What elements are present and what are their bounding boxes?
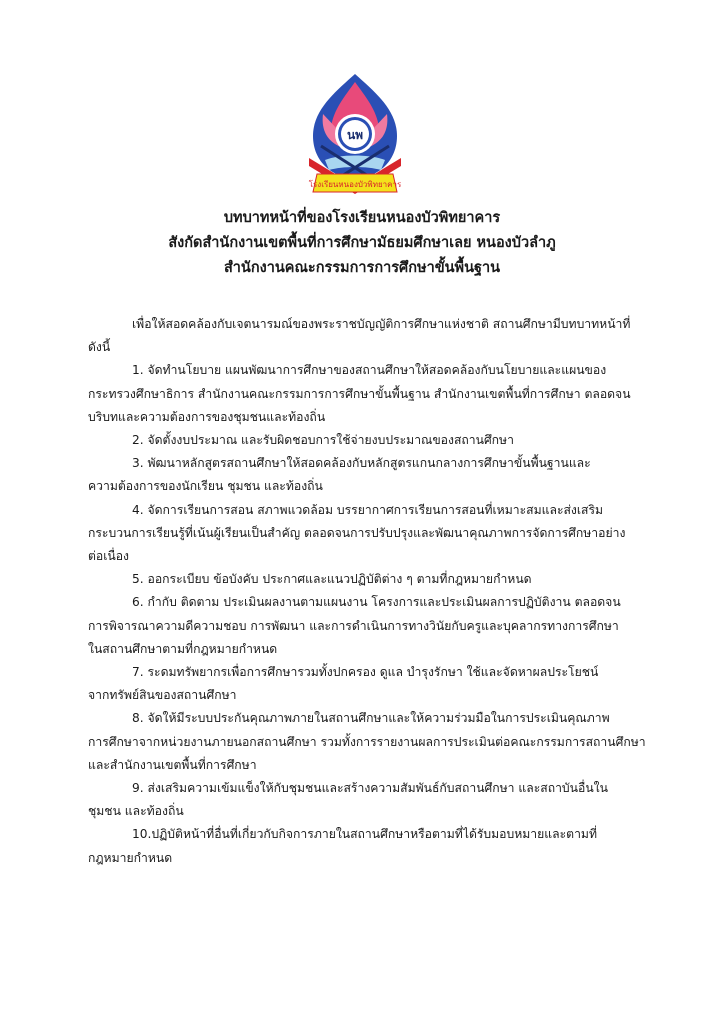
item-10-line-1: 10.ปฏิบัติหน้าที่อื่นที่เกี่ยวกับกิจการภายในสถานศึกษาหรือตามที่ได้รับมอบหมายและตามที่ xyxy=(132,827,597,842)
item-8-line-2: การศึกษาจากหน่วยงานภายนอกสถานศึกษา รวมทั้งการรายงานผลการประเมินต่อคณะกรรมการสถานศึกษา xyxy=(88,734,646,749)
item-6-line-2: การพิจารณาความดีความชอบ การพัฒนา และการดำเนินการทางวินัยกับครูและบุคลากรทางการศึกษา xyxy=(88,618,619,633)
item-6-line-3: ในสถานศึกษาตามที่กฎหมายกำหนด xyxy=(88,641,278,656)
intro-line-1: เพื่อให้สอดคล้องกับเจตนารมณ์ของพระราชบัญญัติการศึกษาแห่งชาติ สถานศึกษามีบทบาทหน้าที่ xyxy=(132,317,631,331)
item-3-line-2: ความต้องการของนักเรียน ชุมชน และท้องถิ่น xyxy=(88,479,323,494)
intro-paragraph xyxy=(88,313,660,359)
item-6-line-1: 6. กำกับ ติดตาม ประเมินผลงานตามแผนงาน โครงการและประเมินผลการปฏิบัติงาน ตลอดจน xyxy=(132,595,621,610)
item-7-line-1: 7. ระดมทรัพยากรเพื่อการศึกษารวมทั้งปกครอง ดูแล บำรุงรักษา ใช้และจัดหาผลประโยชน์ xyxy=(132,665,599,680)
school-logo-emblem xyxy=(295,70,415,198)
item-9-line-1: 9. ส่งเสริมความเข้มแข็งให้กับชุมชนและสร้างความสัมพันธ์กับสถานศึกษา และสถาบันอื่นใน xyxy=(132,781,608,796)
title-line-3: สำนักงานคณะกรรมการการศึกษาขั้นพื้นฐาน xyxy=(223,260,501,276)
item-5 xyxy=(88,568,660,591)
item-8-line-3: และสำนักงานเขตพื้นที่การศึกษา xyxy=(88,757,257,772)
school-logo xyxy=(295,70,415,198)
item-4-line-1: 4. จัดการเรียนการสอน สภาพแวดล้อม บรรยากาศการเรียนการสอนที่เหมาะสมและส่งเสริม xyxy=(132,502,604,517)
item-7-line-2: จากทรัพย์สินของสถานศึกษา xyxy=(88,688,237,703)
item-9-line-2: ชุมชน และท้องถิ่น xyxy=(88,804,184,819)
item-1-line-2: กระทรวงศึกษาธิการ สำนักงานคณะกรรมการการศึกษาขั้นพื้นฐาน สำนักงานเขตพื้นที่การศึกษา ตลอดจน xyxy=(88,386,631,401)
item-1 xyxy=(88,359,660,429)
item-9 xyxy=(88,777,660,823)
document-body xyxy=(88,313,660,870)
item-3-line-1: 3. พัฒนาหลักสูตรสถานศึกษาให้สอดคล้องกับหลักสูตรแกนกลางการศึกษาขั้นพื้นฐานและ xyxy=(132,456,591,471)
item-1-line-3: บริบทและความต้องการของชุมชนและท้องถิ่น xyxy=(88,409,326,424)
item-6 xyxy=(88,591,660,661)
item-2 xyxy=(88,429,660,452)
title-line-2: สังกัดสำนักงานเขตพื้นที่การศึกษามัธยมศึกษาเลย หนองบัวลำภู xyxy=(168,235,556,251)
item-1-line-1: 1. จัดทำนโยบาย แผนพัฒนาการศึกษาของสถานศึกษาให้สอดคล้องกับนโยบายและแผนของ xyxy=(132,363,607,378)
item-5-line-1: 5. ออกระเบียบ ข้อบังคับ ประกาศและแนวปฏิบัติต่าง ๆ ตามที่กฎหมายกำหนด xyxy=(132,572,532,587)
title-line-1: บทบาทหน้าที่ของโรงเรียนหนองบัวพิทยาคาร xyxy=(223,210,501,226)
item-3 xyxy=(88,452,660,498)
item-8-line-1: 8. จัดให้มีระบบประกันคุณภาพภายในสถานศึกษาและให้ความร่วมมือในการประเมินคุณภาพ xyxy=(132,711,610,726)
item-10 xyxy=(88,823,660,869)
intro-line-2: ดังนี้ xyxy=(88,340,111,355)
logo-monogram: นพ xyxy=(346,128,364,142)
item-4-line-3: ต่อเนื่อง xyxy=(88,549,130,564)
document-title xyxy=(60,206,664,281)
item-8 xyxy=(88,707,660,777)
item-2-line-1: 2. จัดตั้งงบประมาณ และรับผิดชอบการใช้จ่ายงบประมาณของสถานศึกษา xyxy=(132,433,514,448)
logo-banner-text: โรงเรียนหนองบัวพิทยาคาร xyxy=(308,180,402,189)
item-10-line-2: กฎหมายกำหนด xyxy=(88,850,173,865)
item-4-line-2: กระบวนการเรียนรู้ที่เน้นผู้เรียนเป็นสำคัญ ตลอดจนการปรับปรุงและพัฒนาคุณภาพการจัดการศึกษาอย่าง xyxy=(88,525,626,540)
item-4 xyxy=(88,499,660,569)
item-7 xyxy=(88,661,660,707)
